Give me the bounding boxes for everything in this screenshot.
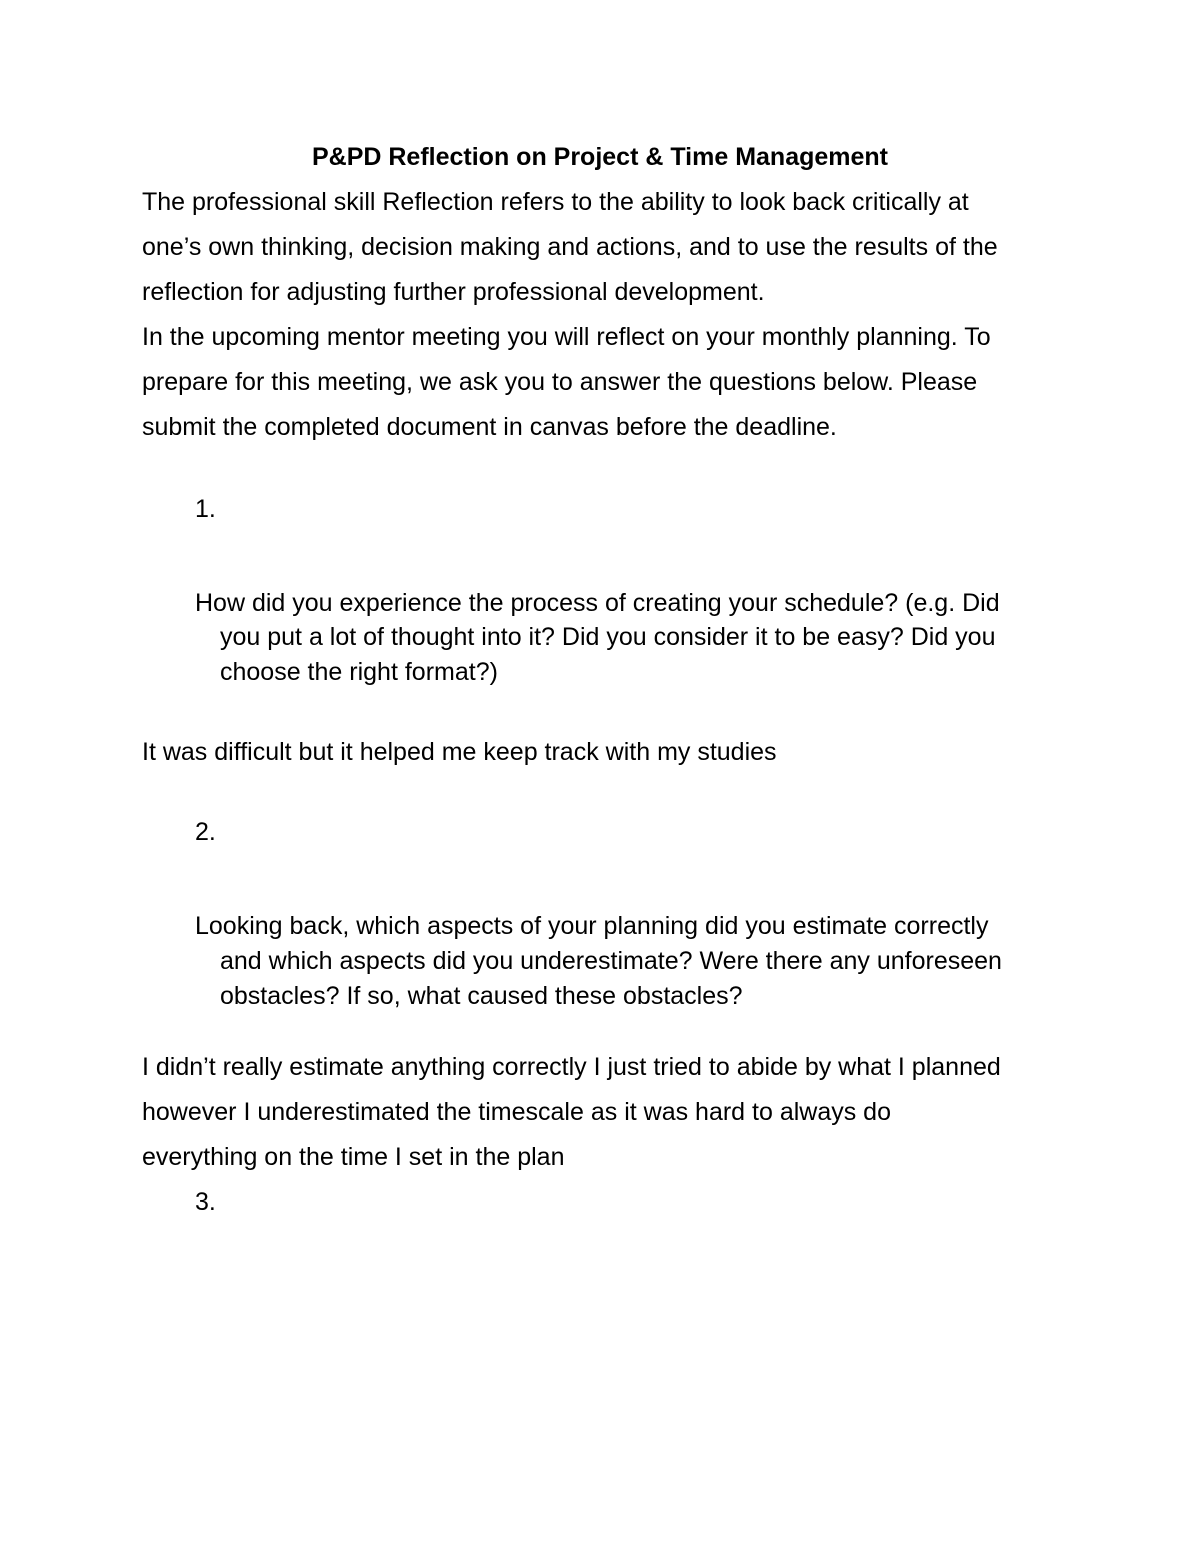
intro-line: prepare for this meeting, we ask you to answer the questions below. Please bbox=[142, 368, 978, 396]
answer-text: however I underestimated the timescale as it was hard to always do bbox=[142, 1098, 891, 1126]
intro-line: submit the completed document in canvas before the deadline. bbox=[142, 413, 837, 441]
question-number: 3. bbox=[195, 1188, 216, 1216]
question-text: obstacles? If so, what caused these obstacles? bbox=[220, 982, 743, 1010]
answer-text: It was difficult but it helped me keep track with my studies bbox=[142, 738, 777, 766]
question-text: How did you experience the process of creating your schedule? (e.g. Did bbox=[195, 589, 1000, 617]
question-text: Looking back, which aspects of your planning did you estimate correctly bbox=[195, 912, 989, 940]
question-number: 2. bbox=[195, 818, 216, 846]
question-number: 1. bbox=[195, 495, 216, 523]
question-text: you put a lot of thought into it? Did you consider it to be easy? Did you bbox=[220, 623, 996, 651]
intro-line: one’s own thinking, decision making and actions, and to use the results of the bbox=[142, 233, 998, 261]
intro-line: The professional skill Reflection refers to the ability to look back critically at bbox=[142, 188, 969, 216]
question-text: and which aspects did you underestimate? Were there any unforeseen bbox=[220, 947, 1002, 975]
document-title: P&PD Reflection on Project & Time Management bbox=[311, 143, 889, 171]
intro-line: reflection for adjusting further professional development. bbox=[142, 278, 765, 306]
intro-line: In the upcoming mentor meeting you will reflect on your monthly planning. To bbox=[142, 323, 991, 351]
answer-text: I didn’t really estimate anything correctly I just tried to abide by what I planned bbox=[142, 1053, 1001, 1081]
question-text: choose the right format?) bbox=[220, 658, 498, 686]
answer-text: everything on the time I set in the plan bbox=[142, 1143, 565, 1171]
